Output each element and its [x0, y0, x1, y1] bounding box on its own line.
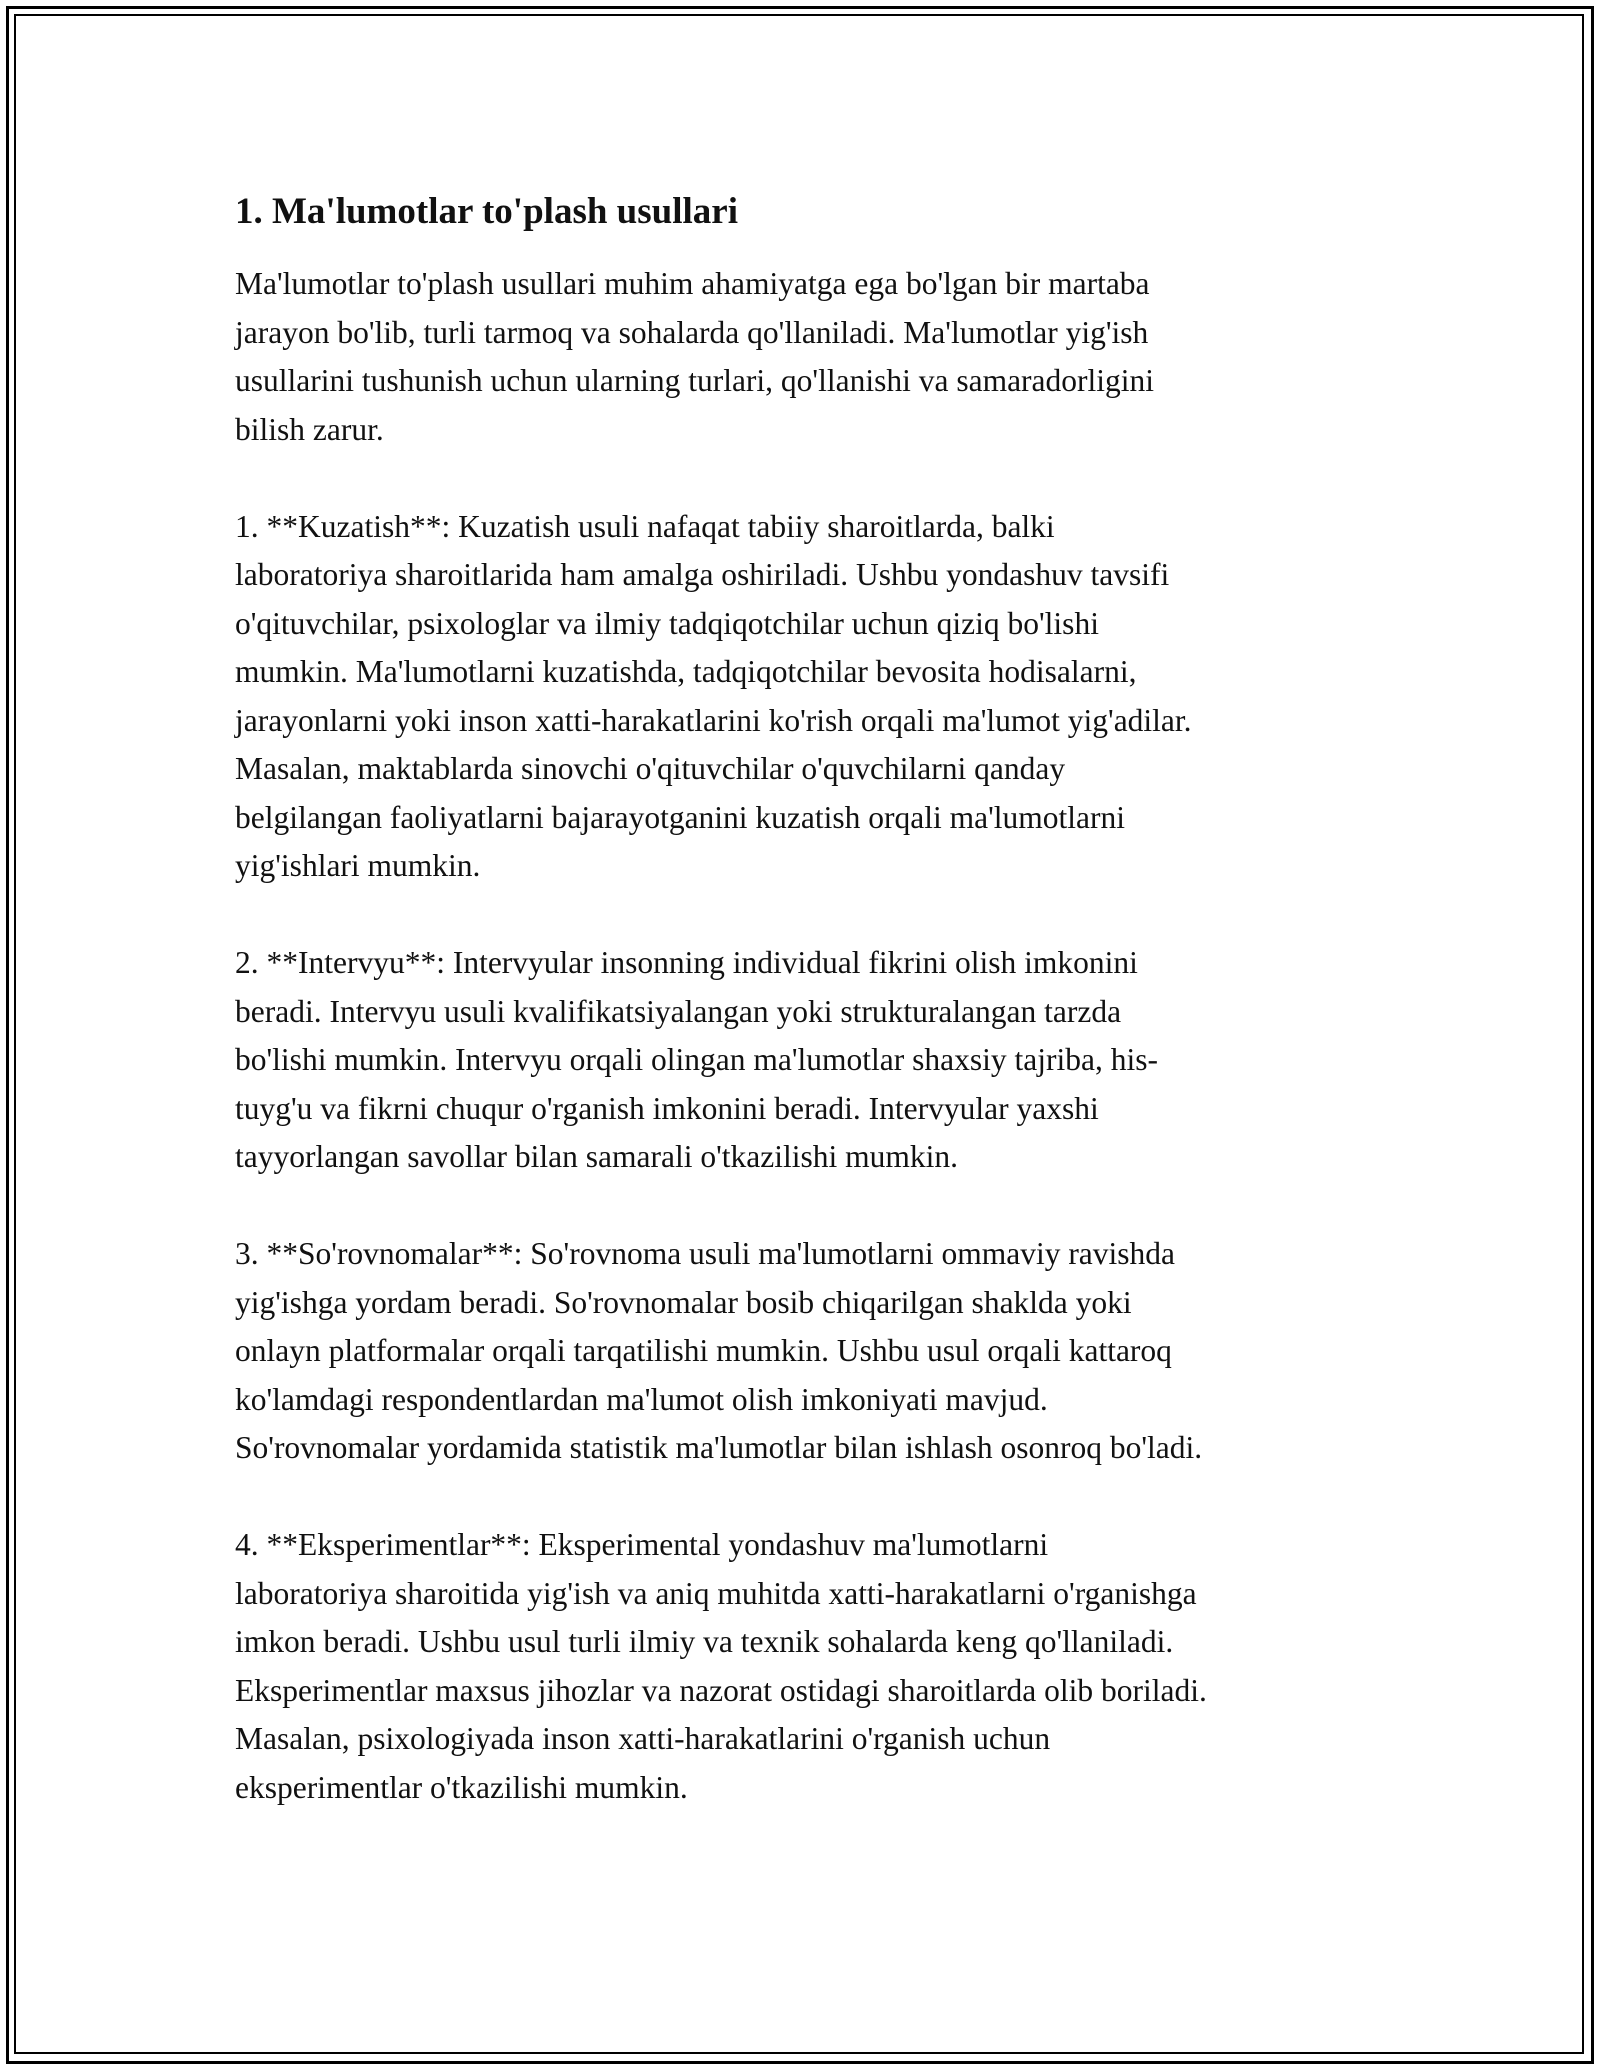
text-line: 4. **Eksperimentlar**: Eksperimental yondashuv ma'lumotlarni: [235, 1527, 1049, 1562]
text-line: o'qituvchilar, psixologlar va ilmiy tadqiqotchilar uchun qiziq bo'lishi: [235, 605, 1099, 641]
text-line: beradi. Intervyu usuli kvalifikatsiyalangan yoki strukturalangan tarzda: [235, 993, 1122, 1029]
text-line: Ma'lumotlar to'plash usullari muhim ahamiyatga ega bo'lgan bir martaba: [235, 266, 1150, 301]
kuzatish-paragraph: [235, 503, 1395, 891]
text-line: jarayonlarni yoki inson xatti-harakatlarini ko'rish orqali ma'lumot yig'adilar.: [235, 702, 1192, 738]
text-line: jarayon bo'lib, turli tarmoq va sohalarda qo'llaniladi. Ma'lumotlar yig'ish: [235, 314, 1149, 350]
text-line: 3. **So'rovnomalar**: So'rovnoma usuli ma'lumotlarni ommaviy ravishda: [235, 1236, 1176, 1271]
text-line: ko'lamdagi respondentlardan ma'lumot olish imkoniyati mavjud.: [235, 1381, 1048, 1417]
text-line: bo'lishi mumkin. Intervyu orqali olingan ma'lumotlar shaxsiy tajriba, his-: [235, 1042, 1158, 1077]
text-line: Masalan, psixologiyada inson xatti-harakatlarini o'rganish uchun: [235, 1721, 1051, 1756]
sorovnomalar-paragraph: [235, 1230, 1395, 1473]
text-line: So'rovnomalar yordamida statistik ma'lumotlar bilan ishlash osonroq bo'ladi.: [235, 1430, 1203, 1465]
intro-paragraph: [235, 260, 1395, 454]
intervyu-paragraph: [235, 939, 1395, 1182]
text-line: onlayn platformalar orqali tarqatilishi mumkin. Ushbu usul orqali kattaroq: [235, 1333, 1172, 1368]
text-line: Eksperimentlar maxsus jihozlar va nazorat ostidagi sharoitlarda olib boriladi.: [235, 1672, 1207, 1708]
text-line: yig'ishga yordam beradi. So'rovnomalar bosib chiqarilgan shaklda yoki: [235, 1284, 1132, 1320]
text-line: usullarini tushunish uchun ularning turlari, qo'llanishi va samaradorligini: [235, 363, 1155, 398]
text-line: tuyg'u va fikrni chuqur o'rganish imkonini beradi. Intervyular yaxshi: [235, 1090, 1099, 1126]
text-line: 1. **Kuzatish**: Kuzatish usuli nafaqat tabiiy sharoitlarda, balki: [235, 508, 1055, 544]
text-line: tayyorlangan savollar bilan samarali o'tkazilishi mumkin.: [235, 1139, 958, 1174]
text-line: laboratoriya sharoitlarida ham amalga oshiriladi. Ushbu yondashuv tavsifi: [235, 557, 1170, 592]
text-line: belgilangan faoliyatlarni bajarayotganini kuzatish orqali ma'lumotlarni: [235, 799, 1126, 835]
text-line: laboratoriya sharoitida yig'ish va aniq muhitda xatti-harakatlarni o'rganishga: [235, 1575, 1197, 1611]
document-body: [235, 186, 1395, 1861]
section-heading: 1. Ma'lumotlar to'plash usullari: [235, 191, 738, 232]
text-line: 2. **Intervyu**: Intervyular insonning individual fikrini olish imkonini: [235, 945, 1138, 980]
text-line: yig'ishlari mumkin.: [235, 848, 481, 883]
text-line: eksperimentlar o'tkazilishi mumkin.: [235, 1769, 688, 1805]
text-line: bilish zarur.: [235, 411, 384, 447]
eksperimentlar-paragraph: [235, 1521, 1395, 1812]
text-line: imkon beradi. Ushbu usul turli ilmiy va texnik sohalarda keng qo'llaniladi.: [235, 1624, 1174, 1659]
text-line: Masalan, maktablarda sinovchi o'qituvchilar o'quvchilarni qanday: [235, 751, 1066, 786]
text-line: mumkin. Ma'lumotlarni kuzatishda, tadqiqotchilar bevosita hodisalarni,: [235, 654, 1137, 689]
